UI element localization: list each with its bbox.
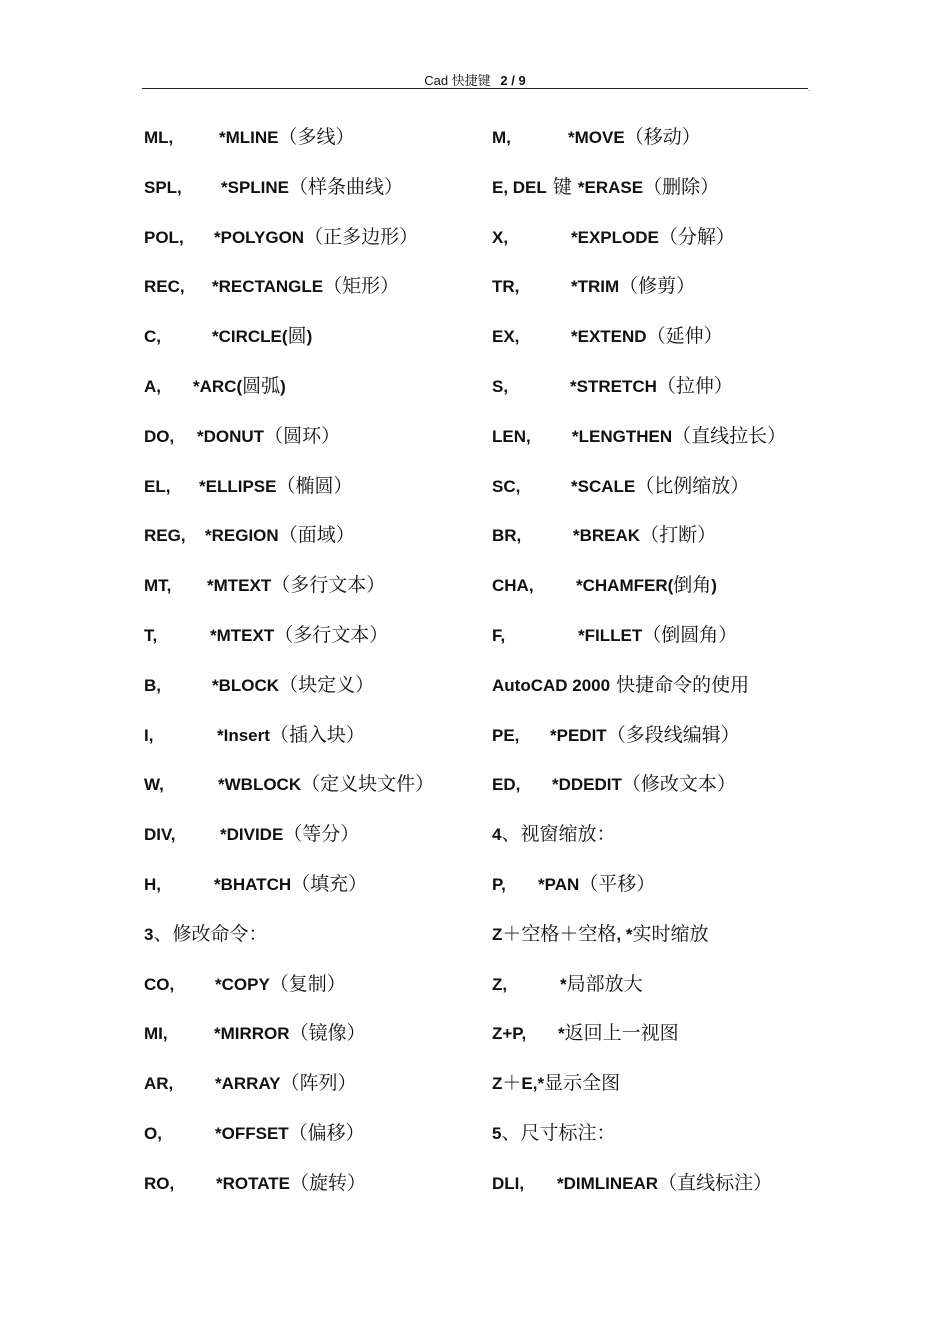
shortcut-description: （多行文本） bbox=[271, 574, 386, 597]
shortcut-command: * bbox=[560, 974, 567, 994]
shortcut-row bbox=[144, 765, 474, 815]
shortcut-description: （定义块文件） bbox=[301, 773, 435, 796]
shortcut-description: 倒角 bbox=[673, 574, 712, 597]
shortcut-key: BR, bbox=[492, 526, 522, 546]
shortcut-description: （圆环） bbox=[264, 424, 341, 447]
shortcut-command: *ARRAY bbox=[215, 1074, 281, 1094]
shortcut-description: （拉伸） bbox=[656, 374, 733, 397]
shortcut-description: （直线拉长） bbox=[672, 424, 787, 447]
shortcut-command: *MIRROR bbox=[214, 1024, 290, 1044]
shortcut-row bbox=[492, 417, 822, 467]
shortcut-description: （复制） bbox=[269, 972, 346, 995]
shortcut-command: * bbox=[537, 1074, 545, 1094]
shortcut-row bbox=[492, 367, 822, 417]
shortcut-row bbox=[144, 666, 474, 716]
shortcut-row bbox=[492, 267, 822, 317]
shortcut-key: CO, bbox=[144, 974, 175, 994]
shortcut-command: *COPY bbox=[215, 974, 270, 994]
shortcut-command: *MTEXT bbox=[207, 576, 272, 596]
shortcut-description: 、视窗缩放： bbox=[501, 823, 616, 846]
shortcut-key: M, bbox=[492, 128, 511, 147]
shortcut-description: 实时缩放 bbox=[632, 922, 709, 945]
shortcut-row bbox=[492, 965, 822, 1015]
header-rule bbox=[142, 88, 808, 89]
shortcut-key: DLI, bbox=[492, 1173, 525, 1193]
shortcut-description: ＋空格＋空格 bbox=[502, 922, 617, 945]
shortcut-row bbox=[144, 965, 474, 1015]
shortcut-key: H, bbox=[144, 874, 161, 894]
shortcut-key: 5 bbox=[492, 1123, 502, 1143]
shortcut-key: AR, bbox=[144, 1074, 174, 1094]
shortcut-command: *LENGTHEN bbox=[572, 426, 673, 446]
shortcut-key: TR, bbox=[492, 277, 520, 297]
shortcut-key: MT, bbox=[144, 576, 172, 596]
shortcut-command: , * bbox=[616, 924, 633, 944]
shortcut-row bbox=[492, 1064, 822, 1114]
shortcut-key: SC, bbox=[492, 476, 521, 496]
shortcut-command: *ELLIPSE bbox=[199, 476, 277, 496]
shortcut-key: REC, bbox=[144, 277, 185, 297]
shortcut-key: A, bbox=[144, 376, 161, 396]
shortcut-description: 键 bbox=[546, 175, 578, 198]
shortcut-row bbox=[144, 915, 474, 965]
shortcut-command: *STRETCH bbox=[570, 376, 657, 396]
shortcut-command: *PEDIT bbox=[550, 725, 607, 745]
shortcut-description: （平移） bbox=[579, 872, 656, 895]
shortcut-description: 、尺寸标注： bbox=[501, 1121, 616, 1144]
shortcut-key: PE, bbox=[492, 725, 520, 745]
shortcut-command: *POLYGON bbox=[214, 227, 305, 247]
shortcut-row bbox=[492, 765, 822, 815]
shortcut-command: *DDEDIT bbox=[552, 775, 622, 795]
shortcut-key: I, bbox=[144, 725, 154, 745]
shortcut-command: *CIRCLE( bbox=[212, 327, 288, 347]
shortcut-row bbox=[492, 815, 822, 865]
shortcut-row bbox=[144, 865, 474, 915]
shortcut-description: 圆弧 bbox=[242, 374, 281, 397]
shortcut-command: *MOVE bbox=[568, 128, 625, 147]
shortcut-row bbox=[144, 168, 474, 218]
shortcut-description: （多行文本） bbox=[274, 623, 389, 646]
page-header bbox=[142, 70, 808, 90]
shortcut-description: （椭圆） bbox=[276, 474, 353, 497]
header-page-number: 2 / 9 bbox=[500, 73, 526, 88]
shortcut-key: SPL, bbox=[144, 177, 182, 197]
shortcut-description: （插入块） bbox=[269, 723, 365, 746]
shortcut-key: E, DEL bbox=[492, 177, 547, 197]
shortcut-description: （修剪） bbox=[619, 275, 696, 298]
shortcut-key: O, bbox=[144, 1123, 162, 1143]
shortcut-key: P, bbox=[492, 874, 506, 894]
shortcut-command: *OFFSET bbox=[215, 1123, 289, 1143]
shortcut-row bbox=[144, 267, 474, 317]
shortcut-key: W, bbox=[144, 775, 164, 795]
shortcut-command: *SPLINE bbox=[221, 177, 290, 197]
shortcut-command: *PAN bbox=[538, 874, 580, 894]
shortcut-key: Z bbox=[492, 1074, 503, 1094]
shortcut-row bbox=[144, 367, 474, 417]
shortcut-command: *ERASE bbox=[577, 177, 644, 197]
shortcut-description: （直线标注） bbox=[658, 1171, 773, 1194]
shortcut-description: （面域） bbox=[278, 524, 355, 547]
header-tick: . bbox=[808, 84, 811, 93]
shortcut-key: 3 bbox=[144, 924, 154, 944]
shortcut-row bbox=[492, 168, 822, 218]
shortcut-description: （移动） bbox=[624, 126, 701, 148]
shortcut-description: （偏移） bbox=[288, 1121, 365, 1144]
shortcut-command: *EXTEND bbox=[571, 327, 647, 347]
shortcut-key: RO, bbox=[144, 1173, 175, 1193]
shortcut-key: DIV, bbox=[144, 825, 176, 845]
shortcut-key: T, bbox=[144, 625, 158, 645]
shortcut-row bbox=[492, 716, 822, 766]
shortcut-description: （多线） bbox=[278, 126, 355, 148]
shortcut-row bbox=[144, 1064, 474, 1114]
shortcut-row bbox=[492, 915, 822, 965]
shortcut-command: *ROTATE bbox=[216, 1173, 290, 1193]
shortcut-row bbox=[144, 716, 474, 766]
shortcut-row bbox=[144, 616, 474, 666]
shortcut-row bbox=[492, 118, 822, 168]
shortcut-command: *Insert bbox=[217, 725, 270, 745]
shortcut-command: *RECTANGLE bbox=[212, 277, 324, 297]
shortcut-key: ML, bbox=[144, 128, 174, 147]
shortcut-key: LEN, bbox=[492, 426, 531, 446]
shortcut-row bbox=[492, 616, 822, 666]
header-title: Cad 快捷键 bbox=[424, 73, 491, 88]
shortcut-key: POL, bbox=[144, 227, 184, 247]
shortcut-description: （倒圆角） bbox=[642, 623, 738, 646]
shortcut-description: 圆 bbox=[287, 325, 307, 348]
shortcut-description: 、修改命令： bbox=[153, 922, 268, 945]
shortcut-row bbox=[144, 1114, 474, 1164]
shortcut-row bbox=[492, 1164, 822, 1214]
shortcut-row bbox=[144, 516, 474, 566]
shortcut-description: （旋转） bbox=[289, 1171, 366, 1194]
shortcut-row bbox=[144, 1014, 474, 1064]
shortcut-row bbox=[492, 317, 822, 367]
shortcut-command: *ARC( bbox=[193, 376, 243, 396]
shortcut-key: B, bbox=[144, 675, 161, 695]
shortcut-row bbox=[492, 516, 822, 566]
shortcut-key: REG, bbox=[144, 526, 186, 546]
shortcut-command: *FILLET bbox=[578, 625, 643, 645]
shortcut-command: *BREAK bbox=[573, 526, 641, 546]
shortcut-command: ) bbox=[711, 576, 717, 596]
shortcut-description: （修改文本） bbox=[621, 773, 736, 796]
shortcut-description: （比例缩放） bbox=[635, 474, 750, 497]
shortcut-key: C, bbox=[144, 327, 161, 347]
shortcut-key: Z bbox=[492, 924, 503, 944]
shortcut-row bbox=[144, 467, 474, 517]
shortcut-key: EL, bbox=[144, 476, 171, 496]
shortcut-row bbox=[144, 1164, 474, 1214]
shortcut-description: ＋ bbox=[502, 1072, 522, 1095]
shortcut-command: *MLINE bbox=[219, 128, 279, 147]
shortcut-description: 局部放大 bbox=[566, 972, 643, 995]
shortcut-command: *CHAMFER( bbox=[576, 576, 674, 596]
shortcut-command: *SCALE bbox=[571, 476, 636, 496]
shortcut-row bbox=[144, 566, 474, 616]
shortcut-key: MI, bbox=[144, 1024, 168, 1044]
shortcut-description: （镜像） bbox=[289, 1022, 366, 1045]
shortcut-command: *DIVIDE bbox=[220, 825, 284, 845]
shortcut-description: （延伸） bbox=[646, 325, 723, 348]
shortcut-command: * bbox=[558, 1024, 565, 1044]
shortcut-command: *EXPLODE bbox=[571, 227, 659, 247]
shortcut-command: *DONUT bbox=[197, 426, 265, 446]
shortcut-row bbox=[492, 467, 822, 517]
left-column bbox=[144, 118, 474, 1214]
shortcut-key: EX, bbox=[492, 327, 520, 347]
shortcut-description: （等分） bbox=[283, 823, 360, 846]
shortcut-row bbox=[144, 317, 474, 367]
shortcut-command: *REGION bbox=[205, 526, 279, 546]
shortcut-description: （多段线编辑） bbox=[606, 723, 740, 746]
shortcut-command: *BLOCK bbox=[212, 675, 280, 695]
shortcut-command: *MTEXT bbox=[210, 625, 275, 645]
shortcut-key: CHA, bbox=[492, 576, 534, 596]
shortcut-row bbox=[492, 218, 822, 268]
shortcut-description: （阵列） bbox=[280, 1072, 357, 1095]
shortcut-row bbox=[492, 1014, 822, 1064]
shortcut-command: *WBLOCK bbox=[218, 775, 302, 795]
shortcut-key: ED, bbox=[492, 775, 521, 795]
shortcut-key: Z, bbox=[492, 974, 508, 994]
shortcut-description: （样条曲线） bbox=[289, 175, 404, 198]
shortcut-row bbox=[492, 666, 822, 716]
shortcut-description: （分解） bbox=[658, 225, 735, 248]
shortcut-key: S, bbox=[492, 376, 509, 396]
shortcut-key: X, bbox=[492, 227, 509, 247]
shortcut-row bbox=[492, 865, 822, 915]
shortcut-key: 4 bbox=[492, 825, 502, 845]
shortcut-row bbox=[492, 566, 822, 616]
shortcut-row bbox=[492, 1114, 822, 1164]
shortcut-description: （填充） bbox=[291, 872, 368, 895]
shortcut-key: Z+P, bbox=[492, 1024, 527, 1044]
shortcut-command: *TRIM bbox=[571, 277, 620, 297]
shortcut-command: *DIMLINEAR bbox=[557, 1173, 659, 1193]
shortcut-row bbox=[144, 815, 474, 865]
shortcut-key: F, bbox=[492, 625, 506, 645]
shortcut-description: （打断） bbox=[640, 524, 717, 547]
shortcut-description: （块定义） bbox=[279, 673, 375, 696]
shortcut-command: ) bbox=[306, 327, 313, 347]
shortcut-row bbox=[144, 118, 474, 168]
shortcut-command: *BHATCH bbox=[214, 874, 292, 894]
shortcut-command: E, bbox=[521, 1074, 538, 1094]
shortcut-description: 返回上一视图 bbox=[564, 1022, 679, 1045]
shortcut-description: 快捷命令的使用 bbox=[610, 673, 750, 696]
shortcut-description: （删除） bbox=[643, 175, 720, 198]
shortcut-row bbox=[144, 417, 474, 467]
shortcut-row bbox=[144, 218, 474, 268]
shortcut-key: AutoCAD 2000 bbox=[492, 675, 611, 695]
shortcut-description: （矩形） bbox=[323, 275, 400, 298]
shortcut-description: （正多边形） bbox=[304, 225, 419, 248]
right-column bbox=[492, 118, 822, 1214]
shortcut-command: ) bbox=[280, 376, 286, 396]
shortcut-key: DO, bbox=[144, 426, 175, 446]
shortcut-description: 显示全图 bbox=[544, 1072, 621, 1095]
